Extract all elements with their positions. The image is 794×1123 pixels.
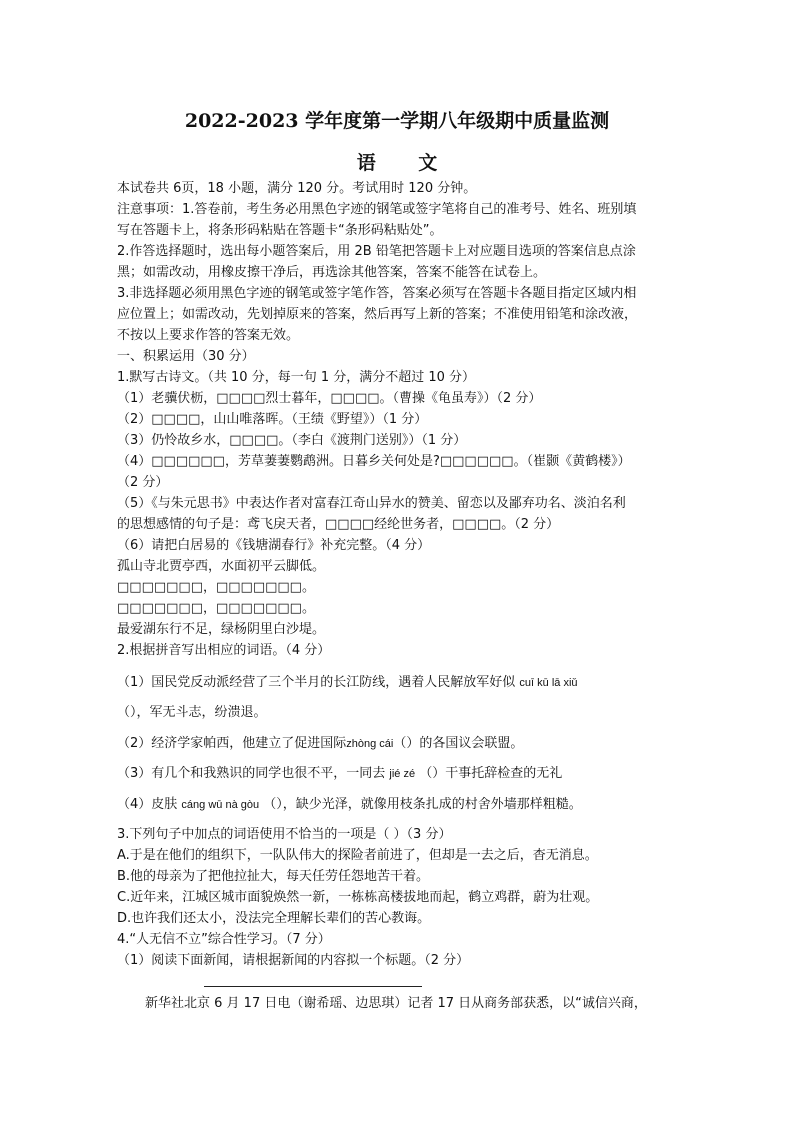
notice-line: 黑；如需改动，用橡皮擦干净后，再选涂其他答案，答案不能答在试卷上。 [117, 265, 547, 280]
question-stem: 4.“人无信不立”综合性学习。（7 分） [117, 932, 331, 947]
sub-question-text: （1）国民党反动派经营了三个半月的长江防线，遇着人民解放军好似 [117, 675, 516, 690]
exam-intro: 本试卷共 6页，18 小题，满分 120 分。考试用时 120 分钟。 [117, 181, 477, 196]
sub-question-text: （3）有几个和我熟识的同学也很不平，一同去 [117, 766, 386, 781]
poem-line: □□□□□□□，□□□□□□□。 [117, 601, 315, 616]
pinyin: jié zé [389, 768, 416, 780]
pinyin: cáng wū nà gòu [181, 799, 260, 811]
subject-title: 语 文 [356, 152, 456, 174]
exam-title: 2022-2023 学年度第一学期八年级期中质量监测 [184, 110, 610, 132]
option-d: D.也许我们还太小，没法完全理解长辈们的苦心教诲。 [117, 911, 431, 926]
sub-question: （），军无斗志，纷溃退。 [117, 705, 267, 720]
poem-line: □□□□□□□，□□□□□□□。 [117, 580, 315, 595]
poem-line: 最爱湖东行不足，绿杨阴里白沙堤。 [117, 622, 326, 637]
sub-question: 的思想感情的句子是：鸢飞戾天者，□□□□经纶世务者，□□□□。（2 分） [117, 517, 560, 532]
option-c: C.近年来，江城区城市面貌焕然一新，一栋栋高楼拔地而起，鹤立鸡群，蔚为壮观。 [117, 890, 599, 905]
answer-blank-line [204, 986, 422, 987]
sub-question-text: （）的各国议会联盟。 [393, 736, 524, 751]
notice-line: 写在答题卡上，将条形码粘贴在答题卡“条形码粘贴处”。 [117, 223, 443, 238]
sub-question-text: （）干事托辞检查的无礼 [419, 766, 563, 781]
sub-question-text: （2）经济学家帕西，他建立了促进国际 [117, 736, 347, 751]
sub-question [117, 797, 582, 813]
option-b: B.他的母亲为了把他拉扯大，每天任劳任怨地苦干着。 [117, 869, 430, 884]
sub-question: （4）□□□□□□，芳草萋萋鹦鹉洲。日暮乡关何处是?□□□□□□。（崔颢《黄鹤楼》） [117, 454, 631, 469]
section-heading: 一、积累运用（30 分） [117, 349, 255, 364]
sub-question: （1）阅读下面新闻，请根据新闻的内容拟一个标题。（2 分） [117, 953, 470, 968]
sub-question: （6）请把白居易的《钱塘湖春行》补充完整。（4 分） [117, 538, 431, 553]
notice-line: 3.非选择题必须用黑色字迹的钢笔或签字笔作答，答案必须写在答题卡各题目指定区域内相 [117, 286, 637, 301]
notice-line: 注意事项：1.答卷前，考生务必用黑色字迹的钢笔或签字笔将自己的准考号、姓名、班别填 [117, 202, 637, 217]
sub-question [117, 675, 578, 691]
pinyin: zhòng cái [346, 738, 394, 750]
sub-question: （2）□□□□，山山唯落晖。（王绩《野望》）（1 分） [117, 412, 428, 427]
notice-line: 应位置上；如需改动，先划掉原来的答案，然后再写上新的答案；不准使用铅笔和涂改液， [117, 307, 638, 322]
sub-question [117, 766, 562, 782]
notice-line: 2.作答选择题时，选出每小题答案后，用 2B 铅笔把答题卡上对应题目选项的答案信息点涂 [117, 244, 636, 259]
question-stem: 2.根据拼音写出相应的词语。（4 分） [117, 643, 331, 658]
sub-question: （2 分） [117, 475, 169, 490]
sub-question: （3）仍怜故乡水，□□□□。（李白《渡荆门送别》）（1 分） [117, 433, 467, 448]
notice-line: 不按以上要求作答的答案无效。 [117, 328, 300, 343]
news-paragraph: 新华社北京 6 月 17 日电（谢希瑶、边思琪）记者 17 日从商务部获悉，以“诚信兴商， [145, 996, 647, 1011]
pinyin: cuī kū lā xiǔ [519, 677, 578, 689]
sub-question [117, 736, 523, 752]
sub-question-text: （），缺少光泽，就像用枝条扎成的村舍外墙那样粗糙。 [263, 797, 582, 812]
option-a: A.于是在他们的组织下，一队队伟大的探险者前进了，但却是一去之后，杳无消息。 [117, 848, 598, 863]
sub-question: （1）老骥伏枥，□□□□烈士暮年，□□□□。（曹操《龟虽寿》）（2 分） [117, 391, 542, 406]
question-stem: 1.默写古诗文。（共 10 分，每一句 1 分，满分不超过 10 分） [117, 370, 476, 385]
question-stem: 3.下列句子中加点的词语使用不恰当的一项是（ ）（3 分） [117, 827, 452, 842]
sub-question-text: （4）皮肤 [117, 797, 178, 812]
poem-line: 孤山寺北贾亭西，水面初平云脚低。 [117, 559, 326, 574]
sub-question: （5）《与朱元思书》中表达作者对富春江奇山异水的赞美、留恋以及鄙弃功名、淡泊名利 [117, 496, 626, 511]
